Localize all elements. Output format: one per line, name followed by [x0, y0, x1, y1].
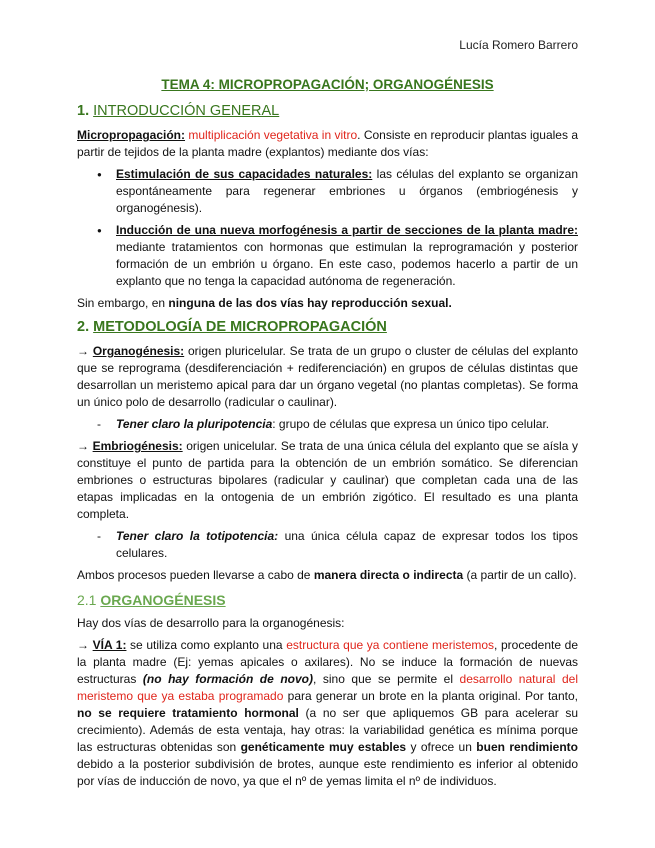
arrow-icon: → [77, 344, 93, 358]
section-2-label: METODOLOGÍA DE MICROPROPAGACIÓN [93, 319, 387, 335]
via-1-highlight: desarrollo natural del meristemo que ya estaba programado [77, 672, 578, 703]
pluripotencia-bold: Tener claro la pluripotencia [116, 417, 273, 431]
bullet-text: las células del explanto se organizan espontáneamente para regenerar embriones u órganos (embriogénesis y organogénesis). [116, 167, 579, 215]
section-2-1-intro: Hay dos vías de desarrollo para la organogénesis: [77, 616, 345, 630]
totipotencia-bold: Tener claro la totipotencia: [116, 529, 279, 543]
closing-bold: ninguna de las dos vías hay reproducción sexual. [168, 296, 452, 310]
organogenesis-term: Organogénesis: [92, 344, 185, 358]
list-item [116, 416, 578, 433]
list-item [116, 528, 578, 562]
arrow-icon: → [77, 638, 93, 652]
bullet-term: Inducción de una nueva morfogénesis a partir de secciones de la planta madre: [116, 223, 578, 237]
via-1-bold-italic: (no hay formación de novo) [142, 672, 313, 686]
via-1-text: debido a la posterior subdivisión de brotes, aunque este rendimiento es inferior al obtenido por vías de inducción de novo, ya que el nº de yemas limita el nº de individuos. [77, 757, 578, 788]
micropropagacion-highlight: multiplicación vegetativa in vitro [188, 128, 358, 142]
micropropagacion-term: Micropropagación: [77, 128, 186, 142]
author-name: Lucía Romero Barrero [459, 38, 578, 52]
micropropagacion-definition [77, 127, 578, 161]
via-1-text: (a no ser que apliquemos GB para acelerar su crecimiento). Además de esta ventaja, hay otras: la variabilidad genética es mínima porque las estructuras obtenidas son [77, 706, 578, 754]
section-1-label: INTRODUCCIÓN GENERAL [93, 103, 280, 119]
embriogenesis-paragraph [77, 438, 578, 523]
via-1-text: para generar un brote en la planta original. Por tanto, [283, 689, 578, 703]
via-1-bold: genéticamente muy estables [240, 740, 407, 754]
section-1-heading [77, 101, 578, 121]
document-title: TEMA 4: MICROPROPAGACIÓN; ORGANOGÉNESIS [161, 77, 494, 92]
arrow-icon: → [77, 439, 93, 453]
document-body [77, 76, 578, 795]
section-1-closing [77, 295, 578, 312]
embriogenesis-term: Embriogénesis: [92, 439, 183, 453]
totipotencia-text: una única célula capaz de expresar todos los tipos celulares. [116, 529, 579, 560]
via-1-bold: no se requiere tratamiento hormonal [77, 706, 299, 720]
organogenesis-text: origen pluricelular. Se trata de un grupo o cluster de células del explanto que se reprograma (desdiferenciación + rediferenciación) en grupos de células distintas que desarrollan un meristemo apical para dar un órgano vegetal (no plantas completas). Se forma un único polo de desarrollo (radicular o caulinar). [77, 344, 579, 409]
via-1-text: se utiliza como explanto una [126, 638, 287, 652]
via-1-bold: buen rendimiento [476, 740, 578, 754]
micropropagacion-text: . Consiste en reproducir plantas iguales a partir de tejidos de la planta madre (explantos) mediante dos vías: [77, 128, 578, 159]
embriogenesis-text: origen unicelular. Se trata de una única célula del explanto que se aísla y constituye el punto de partida para la obtención de un embrión somático. Se diferencian embriones o estructuras bipolares (radicular y caulinar) que completan cada una de las etapas implicadas en la ontogenia de un embrión zigótico. El resultado es una planta completa. [77, 439, 578, 521]
closing-text: Sin embargo, en [77, 296, 169, 310]
via-1-text: y ofrece un [406, 740, 477, 754]
pluripotencia-list [77, 416, 578, 433]
list-item [116, 222, 578, 290]
section-1-number: 1. [77, 103, 94, 119]
pluripotencia-text: : grupo de células que expresa un único tipo celular. [272, 417, 550, 431]
closing-text-end: (a partir de un callo). [463, 568, 577, 582]
section-2-number: 2. [77, 319, 94, 335]
via-1-term: VÍA 1: [92, 638, 127, 652]
closing-text: Ambos procesos pueden llevarse a cabo de [77, 568, 314, 582]
section-2-1-heading [77, 590, 578, 610]
via-1-highlight: estructura que ya contiene meristemos [286, 638, 495, 652]
section-2-1-label: ORGANOGÉNESIS [100, 592, 226, 608]
via-1-paragraph [77, 637, 578, 790]
totipotencia-list [77, 528, 578, 562]
section-2-1-number: 2.1 [77, 592, 101, 608]
closing-bold: manera directa o indirecta [313, 568, 464, 582]
via-1-text: , sino que se permite el [313, 672, 460, 686]
vias-list [77, 166, 578, 290]
section-2-heading [77, 317, 578, 337]
via-1-text: , procedente de la planta madre (Ej: yemas apicales o axilares). No se induce la formación de nuevas estructuras [77, 638, 578, 686]
bullet-text: mediante tratamientos con hormonas que estimulan la reprogramación y posterior formación de un embrión u órgano. En este caso, podemos hacerlo a partir de un explanto que no tenga la capacidad autónoma de regeneración. [116, 240, 578, 288]
bullet-term: Estimulación de sus capacidades naturales: [116, 167, 373, 181]
list-item [116, 166, 578, 217]
section-2-closing [77, 567, 578, 584]
organogenesis-paragraph [77, 343, 578, 411]
